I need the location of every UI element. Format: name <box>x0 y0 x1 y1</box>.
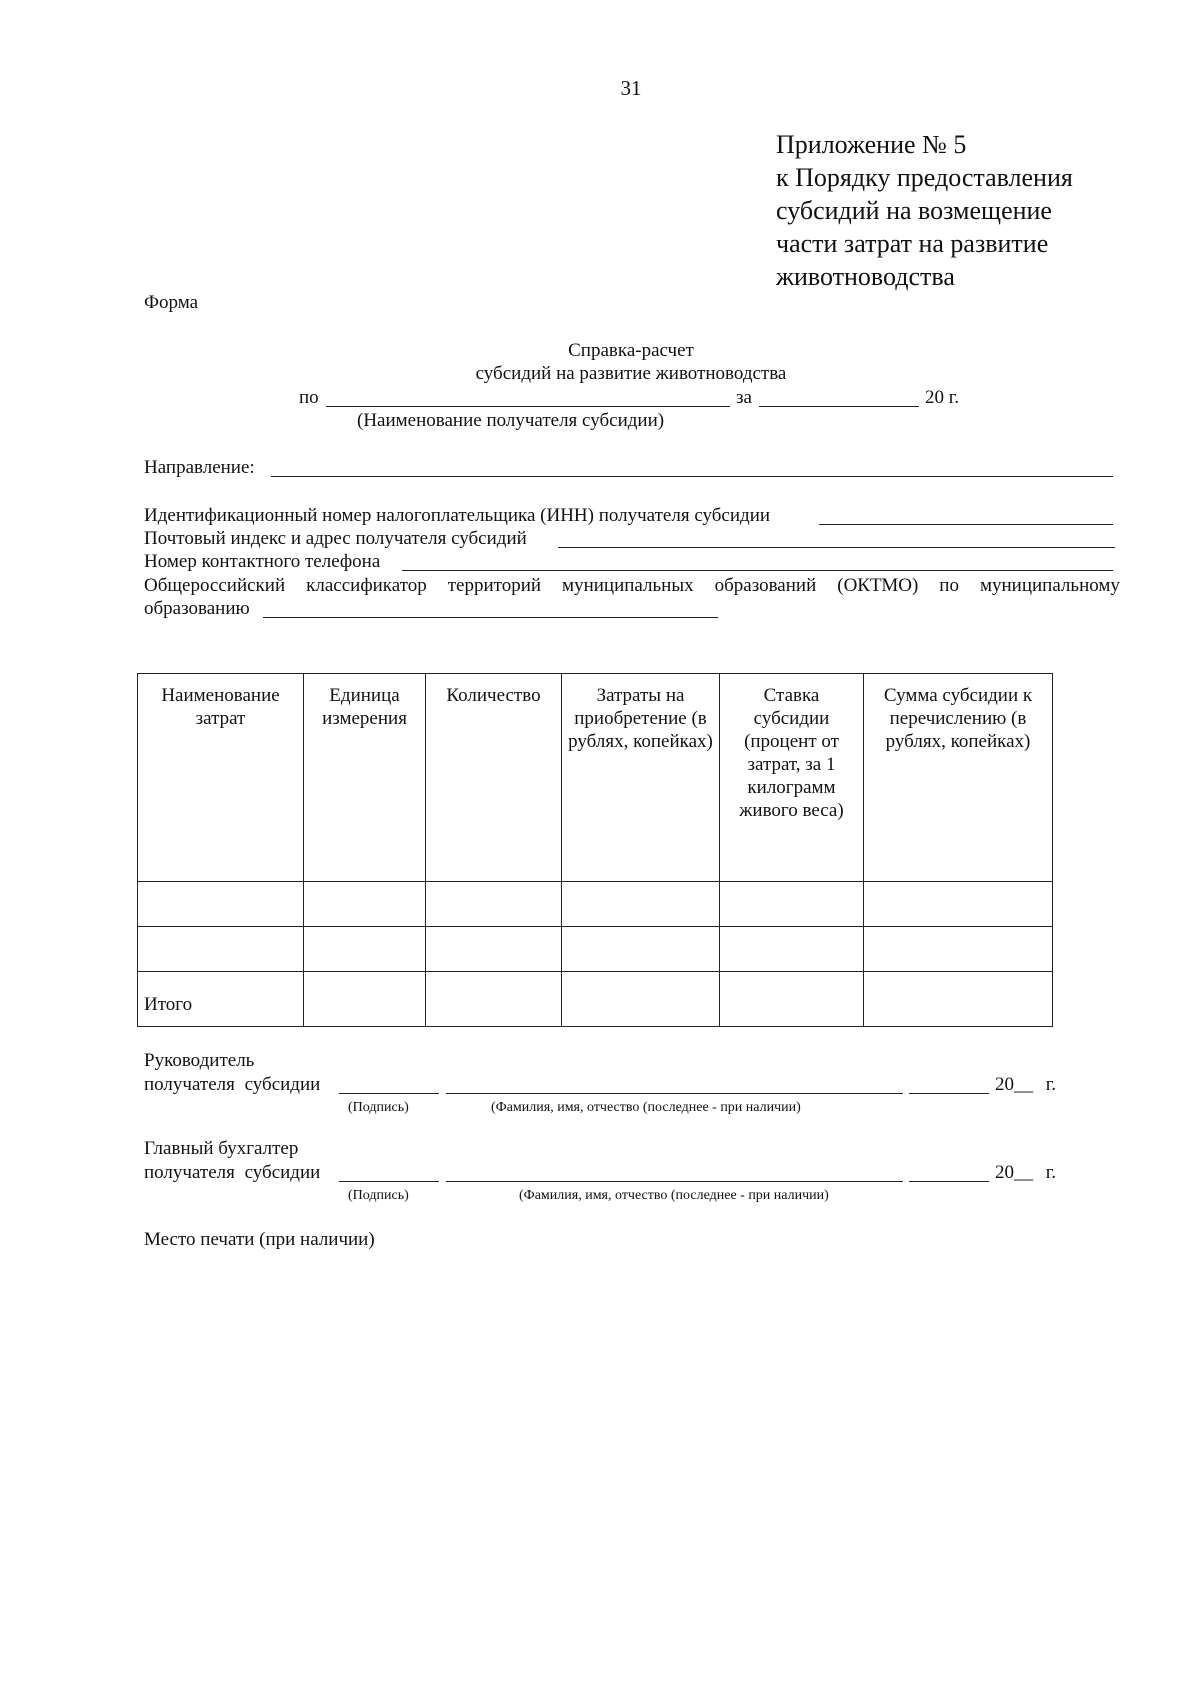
table-row <box>138 882 1053 927</box>
oktmo-field[interactable] <box>263 617 718 618</box>
head-date-field[interactable] <box>909 1093 989 1094</box>
accountant-name-caption: (Фамилия, имя, отчество (последнее - при наличии) <box>519 1188 829 1203</box>
accountant-signature-caption: (Подпись) <box>348 1188 409 1203</box>
accountant-title: Главный бухгалтер <box>144 1138 299 1159</box>
table-cell[interactable] <box>304 927 426 972</box>
accountant-signature-field[interactable] <box>339 1181 439 1182</box>
direction-field[interactable] <box>271 476 1113 477</box>
oktmo-label-continued: образованию <box>144 598 250 619</box>
oktmo-word: муниципальных <box>562 575 694 596</box>
appendix-line: к Порядку предоставления <box>776 163 1073 192</box>
accountant-recipient-label: получателя субсидии <box>144 1162 321 1183</box>
table-cell[interactable] <box>562 927 720 972</box>
table-cell[interactable] <box>426 972 562 1027</box>
table-cell[interactable] <box>720 972 864 1027</box>
head-title: Руководитель <box>144 1050 255 1071</box>
document-subtitle: субсидий на развитие животноводства <box>475 363 787 384</box>
oktmo-word: муниципальному <box>979 575 1120 596</box>
address-field[interactable] <box>558 547 1115 548</box>
table-cell[interactable] <box>304 972 426 1027</box>
table-cell[interactable] <box>562 972 720 1027</box>
table-cell[interactable] <box>720 927 864 972</box>
table-cell[interactable] <box>426 882 562 927</box>
head-name-field[interactable] <box>446 1093 903 1094</box>
recipient-caption: (Наименование получателя субсидии) <box>357 410 665 431</box>
oktmo-word: классификатор <box>306 575 427 596</box>
by-label: по <box>299 387 319 408</box>
appendix-line: части затрат на развитие <box>776 229 1049 258</box>
oktmo-word: по <box>939 575 959 596</box>
accountant-name-field[interactable] <box>446 1181 903 1182</box>
column-header: Ставка субсидии (процент от затрат, за 1 килограмм живого веса) <box>720 674 864 882</box>
accountant-date-field[interactable] <box>909 1181 989 1182</box>
inn-field[interactable] <box>819 524 1113 525</box>
table-row <box>138 927 1053 972</box>
period-label: за <box>736 387 752 408</box>
table-cell[interactable] <box>864 927 1053 972</box>
appendix-header <box>776 128 1073 293</box>
head-year: 20__ г. <box>995 1074 1057 1095</box>
column-header: Количество <box>426 674 562 882</box>
table-header-row <box>138 674 1053 882</box>
appendix-line: животноводства <box>776 262 955 291</box>
total-row <box>138 972 1053 1027</box>
head-recipient-label: получателя субсидии <box>144 1074 321 1095</box>
form-label: Форма <box>144 292 199 313</box>
table-cell[interactable] <box>864 882 1053 927</box>
table-cell[interactable] <box>138 927 304 972</box>
year-suffix: 20 г. <box>925 387 960 408</box>
table-cell[interactable] <box>720 882 864 927</box>
direction-label: Направление: <box>144 457 255 478</box>
document-title: Справка-расчет <box>568 340 694 361</box>
stamp-place: Место печати (при наличии) <box>144 1229 375 1250</box>
table-cell[interactable] <box>864 972 1053 1027</box>
head-signature-caption: (Подпись) <box>348 1100 409 1115</box>
table-cell[interactable] <box>138 882 304 927</box>
oktmo-word: (ОКТМО) <box>837 575 919 596</box>
head-name-caption: (Фамилия, имя, отчество (последнее - при наличии) <box>491 1100 801 1115</box>
column-header: Затраты на приобретение (в рублях, копейках) <box>562 674 720 882</box>
table-cell[interactable] <box>562 882 720 927</box>
costs-table <box>137 673 1053 1027</box>
phone-label: Номер контактного телефона <box>144 551 381 572</box>
head-signature-field[interactable] <box>339 1093 439 1094</box>
column-header: Сумма субсидии к перечислению (в рублях, копейках) <box>864 674 1053 882</box>
appendix-line: субсидий на возмещение <box>776 196 1052 225</box>
oktmo-word: территорий <box>447 575 542 596</box>
column-header: Единица измерения <box>304 674 426 882</box>
recipient-name-field[interactable] <box>326 406 730 407</box>
column-header: Наименование затрат <box>138 674 304 882</box>
oktmo-word: образований <box>714 575 817 596</box>
oktmo-word: Общероссийский <box>144 575 286 596</box>
table-cell[interactable] <box>426 927 562 972</box>
appendix-line: Приложение № 5 <box>776 130 967 159</box>
inn-label: Идентификационный номер налогоплательщика (ИНН) получателя субсидии <box>144 505 771 526</box>
oktmo-label <box>144 575 1120 597</box>
phone-field[interactable] <box>402 570 1113 571</box>
page-number: 31 <box>620 76 642 100</box>
table-cell[interactable] <box>304 882 426 927</box>
address-label: Почтовый индекс и адрес получателя субсидий <box>144 528 527 549</box>
total-label: Итого <box>138 972 304 1027</box>
accountant-year: 20__ г. <box>995 1162 1057 1183</box>
period-field[interactable] <box>759 406 919 407</box>
